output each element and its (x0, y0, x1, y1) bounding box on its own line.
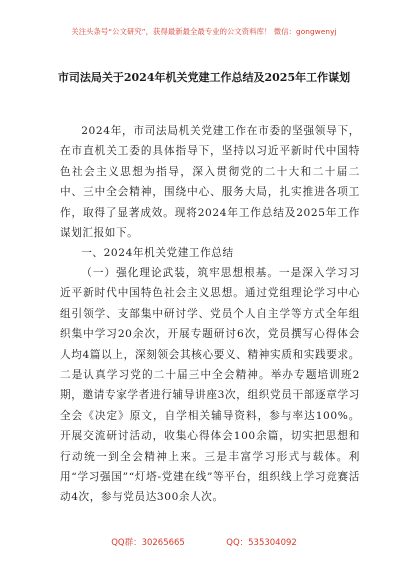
intro-paragraph: 2024年，市司法局机关党建工作在市委的坚强领导下，在市直机关工委的具体指导下，坚持以习近平新时代中国特色社会主义思想为指导，深入贯彻党的二十大和二十届二中、三中全会精神，围绕中心、服务大局，扎实推进各项工作，取得了显著成效。现将2024年工作总结及2025年工作谋划汇报如下。 (60, 125, 360, 240)
footer-contact (0, 536, 408, 548)
section-heading: 一、2024年机关党建工作总结 (81, 247, 234, 259)
qq-number: QQ：535304092 (226, 538, 297, 548)
document-title: 市司法局关于2024年机关党建工作总结及2025年工作谋划 (57, 71, 351, 84)
promo-banner: 关注头条号“公文研究”，获得最新最全最专业的公文资料库！ 微信：gongwenyj (71, 27, 337, 36)
section-paragraph: （一）强化理论武装，筑牢思想根基。一是深入学习习近平新时代中国特色社会主义思想。通过党组理论学习中心组引领学、支部集中研讨学、党员个人自主学等方式全年组织集中学习20余次，开展专题研讨6次，党员撰写心得体会人均4篇以上，深刻领会其核心要义、精神实质和实践要求。二是认真学习党的二十届三中全会精神。举办专题培训班2期，邀请专家学者进行辅导讲座3次，组织党员干部逐章学习全会《决定》原文，自学相关辅导资料，参与率达100%。开展交流研讨活动，收集心得体会100余篇，切实把思想和行动统一到全会精神上来。三是丰富学习形式与载体。利用“学习强国”“灯塔-党建在线”等平台，组织线上学习竞赛活动4次，参与党员达300余人次。 (60, 267, 360, 504)
qq-group-number: QQ群：30265665 (111, 538, 185, 548)
